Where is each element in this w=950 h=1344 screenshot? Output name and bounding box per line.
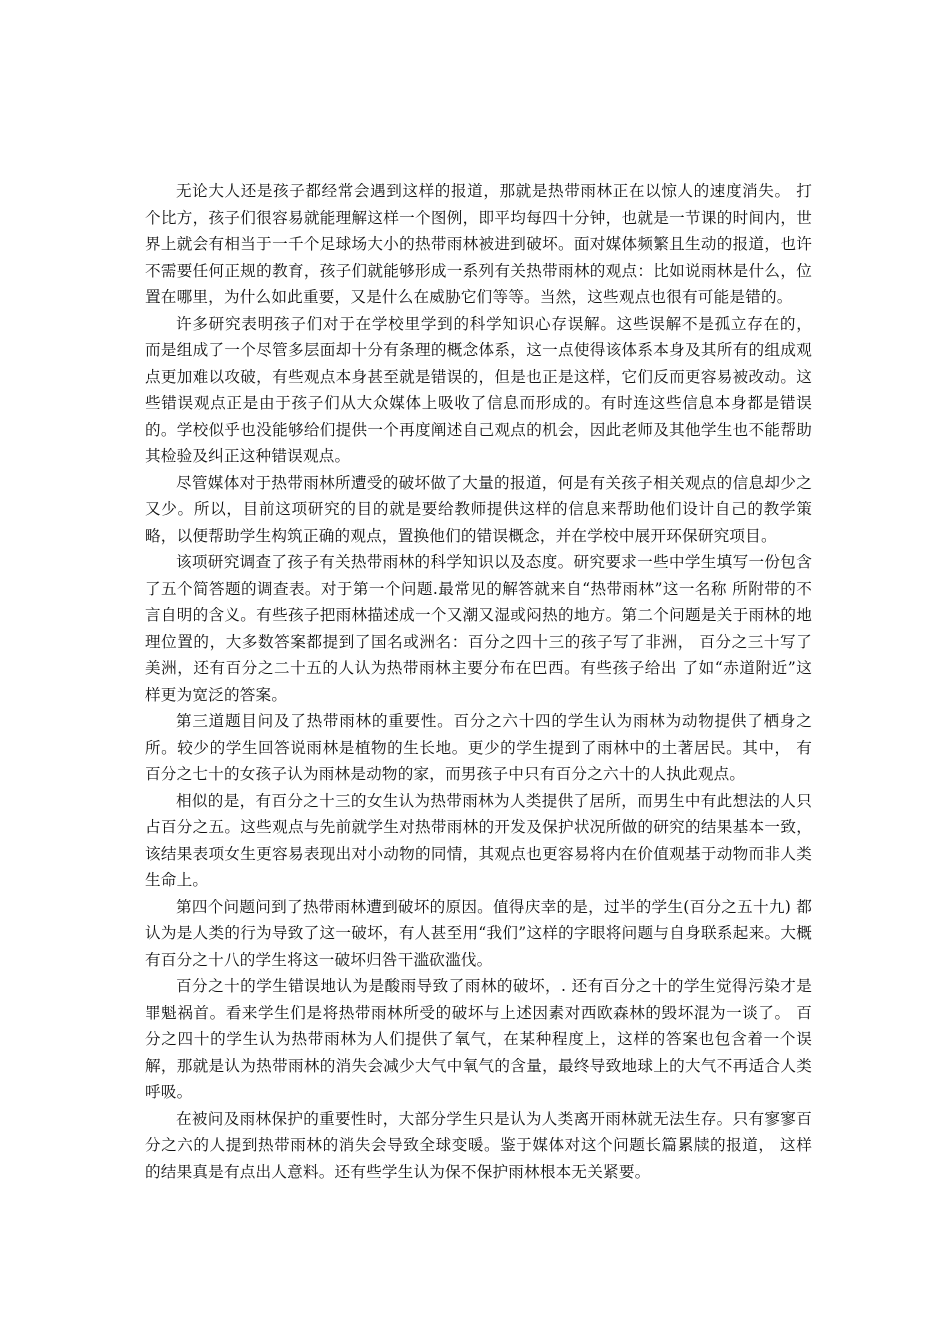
article-body bbox=[145, 178, 812, 1185]
paragraph-9: 在被问及雨林保护的重要性时，大部分学生只是认为人类离开雨林就无法生存。只有寥寥百分之六的人提到热带雨林的消失会导致全球变暖。鉴于媒体对这个问题长篇累牍的报道， 这样的结果真是有点出人意料。还有些学生认为保不保护雨林根本无关紧要。 bbox=[145, 1109, 812, 1181]
paragraph-4: 该项研究调查了孩子有关热带雨林的科学知识以及态度。研究要求一些中学生填写一份包含了五个简答题的调查表。对于第一个问题.最常见的解答就来自“热带雨林”这一名称 所附带的不言自明的含义。有些孩子把雨林描述成一个又潮又湿或闷热的地方。第二个问题是关于雨林的地理位置的，大多数答案都提到了国名或洲名：百分之四十三的孩子写了非洲， 百分之三十写了美洲，还有百分之二十五的人认为热带雨林主要分布在巴西。有些孩子给出 了如“赤道附近”这样更为宽泛的答案。 bbox=[145, 553, 812, 704]
paragraph-7: 第四个问题问到了热带雨林遭到破坏的原因。值得庆幸的是，过半的学生(百分之五十九) 都认为是人类的行为导致了这一破坏，有人甚至用“我们”这样的字眼将问题与自身联系起来。大概有百分之十八的学生将这一破坏归咎干滥砍滥伐。 bbox=[145, 897, 812, 969]
paragraph-1: 无论大人还是孩子都经常会遇到这样的报道，那就是热带雨林正在以惊人的速度消失。 打个比方，孩子们很容易就能理解这样一个图例，即平均每四十分钟，也就是一节课的时间内，世界上就会有相当于一千个足球场大小的热带雨林被进到破坏。面对媒体频繁且生动的报道，也许不需要任何正规的教育，孩子们就能够形成一系列有关热带雨林的观点：比如说雨林是什么，位置在哪里，为什么如此重要，又是什么在威胁它们等等。当然，这些观点也很有可能是错的。 bbox=[145, 182, 812, 306]
paragraph-8: 百分之十的学生错误地认为是酸雨导致了雨林的破坏，. 还有百分之十的学生觉得污染才是罪魁祸首。看来学生们是将热带雨林所受的破坏与上述因素对西欧森林的毁坏混为一谈了。 百分之四十的学生认为热带雨林为人们提供了氧气，在某种程度上，这样的答案也包含着一个误解，那就是认为热带雨林的消失会减少大气中氧气的含量，最终导致地球上的大气不再适合人类呼吸。 bbox=[145, 977, 812, 1101]
paragraph-2: 许多研究表明孩子们对于在学校里学到的科学知识心存误解。这些误解不是孤立存在的， 而是组成了一个尽管多层面却十分有条理的概念体系，这一点使得该体系本身及其所有的组成观点更加难以攻破，有些观点本身甚至就是错误的，但是也正是这样，它们反而更容易被改动。这些错误观点正是由于孩子们从大众媒体上吸收了信息而形成的。有时连这些信息本身都是错误的。学校似乎也没能够给们提供一个再度阐述自己观点的机会，因此老师及其他学生也不能帮助其检验及纠正这种错误观点。 bbox=[145, 314, 812, 465]
paragraph-5: 第三道题目问及了热带雨林的重要性。百分之六十四的学生认为雨林为动物提供了栖身之所。较少的学生回答说雨林是植物的生长地。更少的学生提到了雨林中的土著居民。其中， 有百分之七十的女孩子认为雨林是动物的家，而男孩子中只有百分之六十的人执此观点。 bbox=[145, 712, 812, 783]
paragraph-3: 尽管媒体对于热带雨林所遭受的破坏做了大量的报道，何是有关孩子相关观点的信息却少之又少。所以，目前这项研究的目的就是要给教师提供这样的信息来帮助他们设计自己的教学策略，以便帮助学生构筑正确的观点，置换他们的错误概念，并在学校中展开环保研究项目。 bbox=[145, 473, 812, 545]
paragraph-6: 相似的是，有百分之十三的女生认为热带雨林为人类提供了居所，而男生中有此想法的人只占百分之五。这些观点与先前就学生对热带雨林的开发及保护状况所做的研究的结果基本一致，该结果表项女生更容易表现出对小动物的同情，其观点也更容易将内在价值观基于动物而非人类生命上。 bbox=[145, 791, 812, 889]
